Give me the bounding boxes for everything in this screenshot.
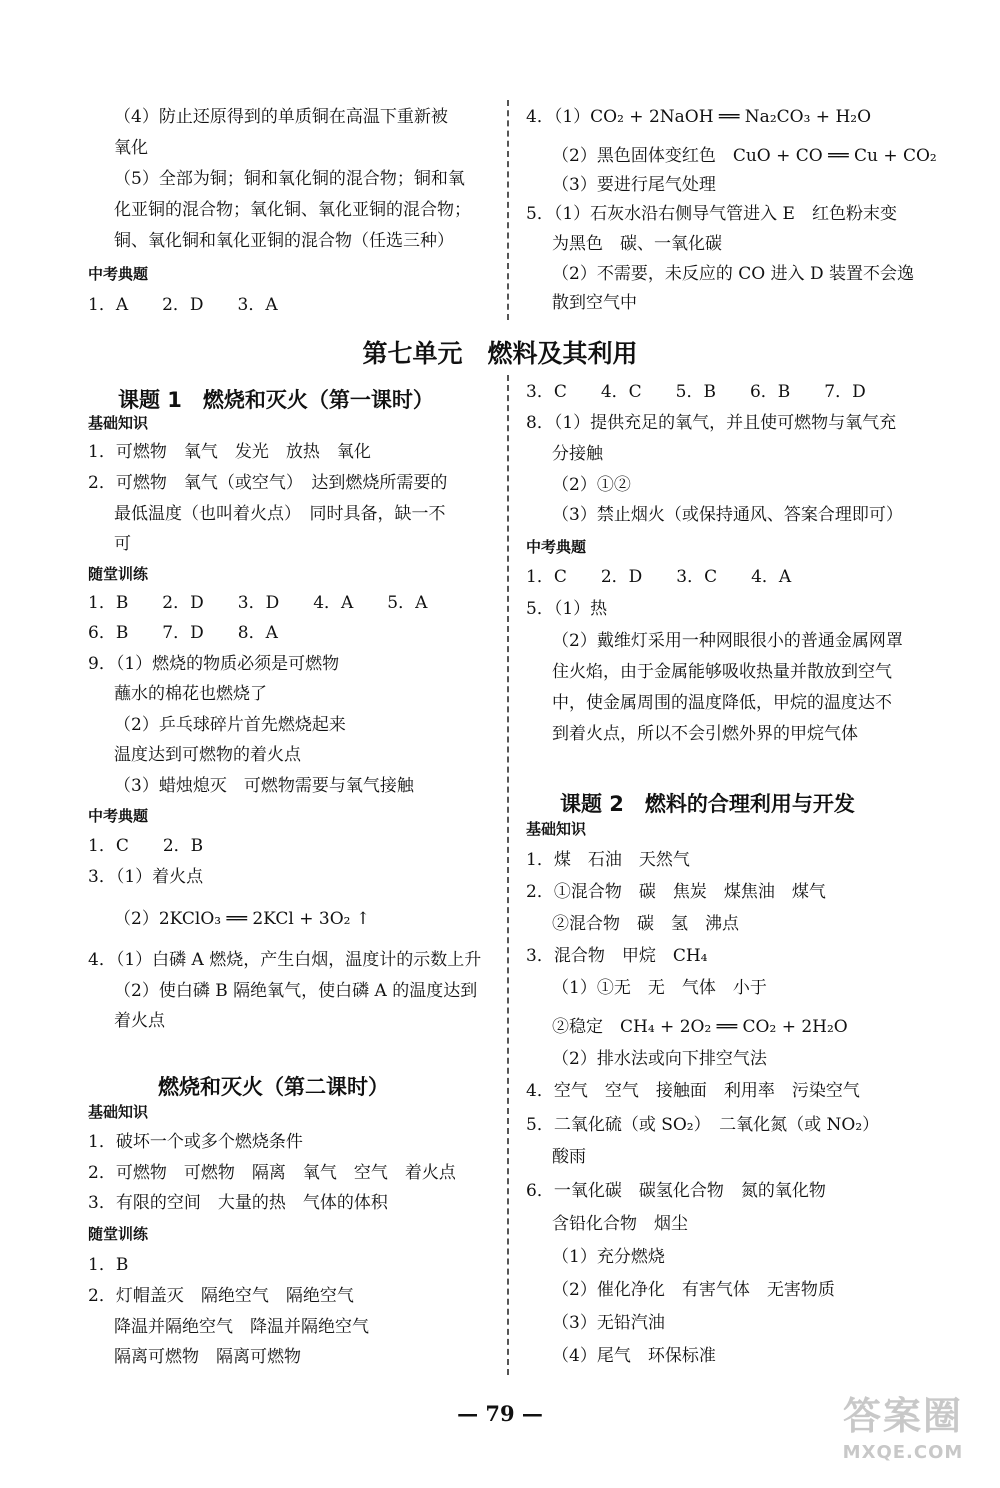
- lesson-title: 燃烧和灭火（第二课时）: [158, 1075, 389, 1099]
- text-line: 住火焰，由于金属能够吸收热量并散放到空气: [552, 662, 892, 682]
- answer-line: （3）禁止烟火（或保持通风、答案合理即可）: [552, 505, 903, 525]
- answer-line: （2）不需要，未反应的 CO 进入 D 装置不会逸: [552, 264, 915, 284]
- text-line: 温度达到可燃物的着火点: [114, 745, 301, 765]
- text-line: 化亚铜的混合物；氧化铜、氧化亚铜的混合物；: [114, 200, 471, 220]
- text-line: 含铅化合物 烟尘: [552, 1214, 688, 1234]
- answer-line: （2）使白磷 B 隔绝氧气，使白磷 A 的温度达到: [114, 981, 478, 1001]
- answer-line: （3）蜡烛熄灭 可燃物需要与氧气接触: [114, 776, 414, 796]
- answer-line: 1．B 2．D 3．D 4．A 5．A: [88, 593, 428, 613]
- answer-line: 1．B: [88, 1255, 129, 1275]
- equation-line: （2）2KClO₃ ══ 2KCl + 3O₂ ↑: [114, 909, 371, 929]
- watermark-url: MXQE.COM: [842, 1442, 964, 1463]
- text-line: 氧化: [114, 138, 148, 158]
- text-line: 最低温度（也叫着火点） 同时具备，缺一不: [114, 504, 446, 524]
- text-line: 中，使金属周围的温度降低，甲烷的温度达不: [552, 693, 892, 713]
- answer-line: （3）要进行尾气处理: [552, 175, 716, 195]
- section-heading: 随堂训练: [88, 1225, 149, 1243]
- answer-line: 4．（1）白磷 A 燃烧，产生白烟，温度计的示数上升: [88, 950, 482, 970]
- text-line: 蘸水的棉花也燃烧了: [114, 684, 267, 704]
- text-line: 散到空气中: [552, 293, 637, 313]
- answer-line: 1．C 2．B: [88, 836, 204, 856]
- answer-line: （1）①无 无 气体 小于: [552, 978, 767, 998]
- answer-line: （2）①②: [552, 475, 631, 495]
- text-line: ②混合物 碳 氢 沸点: [552, 914, 739, 934]
- text-line: 酸雨: [552, 1147, 586, 1167]
- answer-line: 1．煤 石油 天然气: [526, 850, 690, 870]
- text-line: 铜、氧化铜和氧化亚铜的混合物（任选三种）: [114, 231, 454, 251]
- answer-line: 9．（1）燃烧的物质必须是可燃物: [88, 654, 340, 674]
- text-line: 隔离可燃物 隔离可燃物: [114, 1347, 301, 1367]
- text-line: 降温并隔绝空气 降温并隔绝空气: [114, 1317, 369, 1337]
- watermark-text: 答案圈: [842, 1394, 963, 1438]
- text-line: 为黑色 碳、一氧化碳: [552, 234, 722, 254]
- section-heading: 基础知识: [526, 820, 587, 838]
- page-number: — 79 —: [457, 1401, 543, 1426]
- text-line: 着火点: [114, 1011, 165, 1031]
- answer-line: 1．A 2．D 3．A: [88, 295, 278, 315]
- answer-line: （2）乒乓球碎片首先燃烧起来: [114, 715, 346, 735]
- answer-line: 2．可燃物 可燃物 隔离 氧气 空气 着火点: [88, 1163, 456, 1183]
- answer-line: 4．（1）CO₂ + 2NaOH ══ Na₂CO₃ + H₂O: [526, 107, 872, 127]
- column-divider-main: [507, 375, 509, 1375]
- lesson-title: 课题 2 燃料的合理利用与开发: [560, 792, 855, 816]
- answer-line: 4．空气 空气 接触面 利用率 污染空气: [526, 1081, 860, 1101]
- answer-line: 3．有限的空间 大量的热 气体的体积: [88, 1193, 388, 1213]
- section-heading: 中考典题: [88, 807, 149, 825]
- answer-line: （2）催化净化 有害气体 无害物质: [552, 1280, 835, 1300]
- answer-line: 2．①混合物 碳 焦炭 煤焦油 煤气: [526, 882, 826, 902]
- text-line: （5）全部为铜；铜和氧化铜的混合物；铜和氧: [114, 169, 465, 189]
- answer-line: 8．（1）提供充足的氧气，并且使可燃物与氧气充: [526, 413, 897, 433]
- section-heading: 基础知识: [88, 414, 149, 432]
- answer-line: （2）戴维灯采用一种网眼很小的普通金属网罩: [552, 631, 903, 651]
- answer-line: 1．破坏一个或多个燃烧条件: [88, 1132, 303, 1152]
- answer-line: 5．二氧化硫（或 SO₂） 二氧化氮（或 NO₂）: [526, 1115, 880, 1135]
- answer-line: （2）排水法或向下排空气法: [552, 1049, 767, 1069]
- answer-line: 2．灯帽盖灭 隔绝空气 隔绝空气: [88, 1286, 354, 1306]
- answer-line: 6．B 7．D 8．A: [88, 623, 278, 643]
- equation-line: ②稳定 CH₄ + 2O₂ ══ CO₂ + 2H₂O: [552, 1017, 848, 1037]
- answer-line: （1）充分燃烧: [552, 1247, 665, 1267]
- answer-line: 5．（1）石灰水沿右侧导气管进入 E 红色粉末变: [526, 204, 897, 224]
- column-divider-top: [507, 100, 509, 320]
- text-line: （4）防止还原得到的单质铜在高温下重新被: [114, 107, 448, 127]
- section-heading: 中考典题: [526, 538, 587, 556]
- watermark-logo: [828, 1392, 978, 1478]
- answer-line: 6．一氧化碳 碳氢化合物 氮的氧化物: [526, 1181, 826, 1201]
- text-line: 分接触: [552, 444, 603, 464]
- section-heading: 随堂训练: [88, 565, 149, 583]
- answer-line: 5．（1）热: [526, 599, 608, 619]
- answer-line: （4）尾气 环保标准: [552, 1346, 716, 1366]
- answer-line: 3．C 4．C 5．B 6．B 7．D: [526, 382, 866, 402]
- unit-title: 第七单元 燃料及其利用: [362, 339, 638, 368]
- answer-line: （3）无铅汽油: [552, 1313, 665, 1333]
- section-heading: 中考典题: [88, 265, 149, 283]
- answer-line: （2）黑色固体变红色 CuO + CO ══ Cu + CO₂: [552, 146, 937, 166]
- text-line: 可: [114, 534, 131, 554]
- answer-line: 1．C 2．D 3．C 4．A: [526, 567, 792, 587]
- lesson-title: 课题 1 燃烧和灭火（第一课时）: [118, 388, 434, 412]
- answer-line: 3．（1）着火点: [88, 867, 204, 887]
- section-heading: 基础知识: [88, 1103, 149, 1121]
- answer-line: 2．可燃物 氧气（或空气） 达到燃烧所需要的: [88, 473, 448, 493]
- answer-line: 3．混合物 甲烷 CH₄: [526, 946, 708, 966]
- answer-line: 1．可燃物 氧气 发光 放热 氧化: [88, 442, 371, 462]
- text-line: 到着火点，所以不会引燃外界的甲烷气体: [552, 724, 858, 744]
